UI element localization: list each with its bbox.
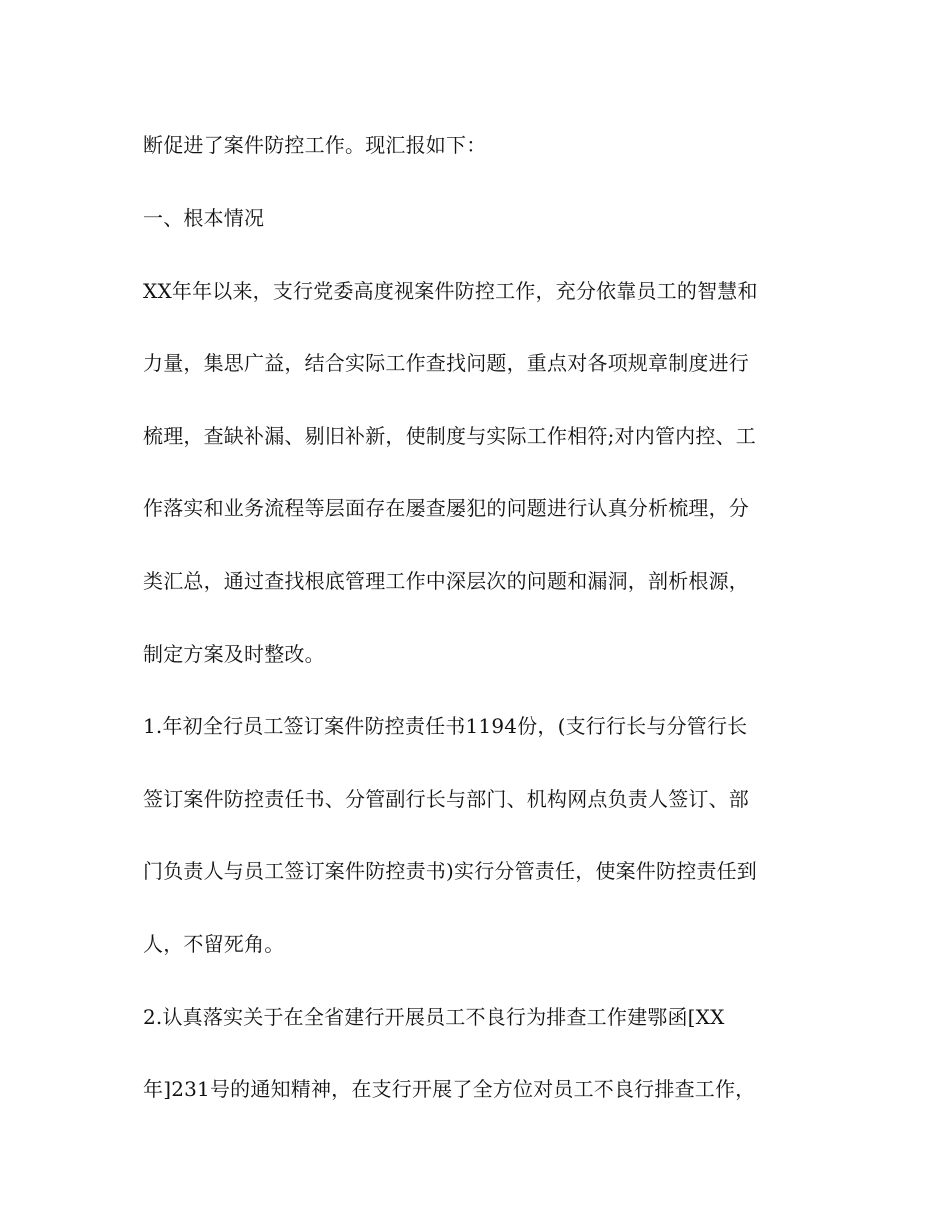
text-line-5: 梳理，查缺补漏、剔旧补新，使制度与实际工作相符;对内管内控、工 — [143, 424, 756, 448]
text-line-3: XX年年以来，支行党委高度视案件防控工作，充分依靠员工的智慧和 — [143, 279, 758, 303]
text-line-7: 类汇总，通过查找根底管理工作中深层次的问题和漏洞，剖析根源， — [143, 569, 749, 593]
text-line-9: 1.年初全行员工签订案件防控责任书1194份，(支行行长与分管行长 — [143, 714, 748, 738]
text-line-13: 2.认真落实关于在全省建行开展员工不良行为排查工作建鄂函[XX — [143, 1005, 725, 1029]
text-line-12: 人，不留死角。 — [143, 932, 285, 956]
text-line-6: 作落实和业务流程等层面存在屡查屡犯的问题进行认真分析梳理，分 — [143, 496, 749, 520]
text-line-4: 力量，集思广益，结合实际工作查找问题，重点对各项规章制度进行 — [143, 351, 749, 375]
section-heading: 一、根本情况 — [143, 206, 265, 230]
text-line-11: 门负责人与员工签订案件防控责书)实行分管责任，使案件防控责任到 — [143, 859, 758, 883]
text-line-1: 断促进了案件防控工作。现汇报如下： — [143, 133, 487, 157]
text-line-10: 签订案件防控责任书、分管副行长与部门、机构网点负责人签订、部 — [143, 787, 749, 811]
text-line-14: 年]231号的通知精神，在支行开展了全方位对员工不良行排查工作， — [143, 1077, 756, 1101]
text-line-8: 制定方案及时整改。 — [143, 642, 325, 666]
